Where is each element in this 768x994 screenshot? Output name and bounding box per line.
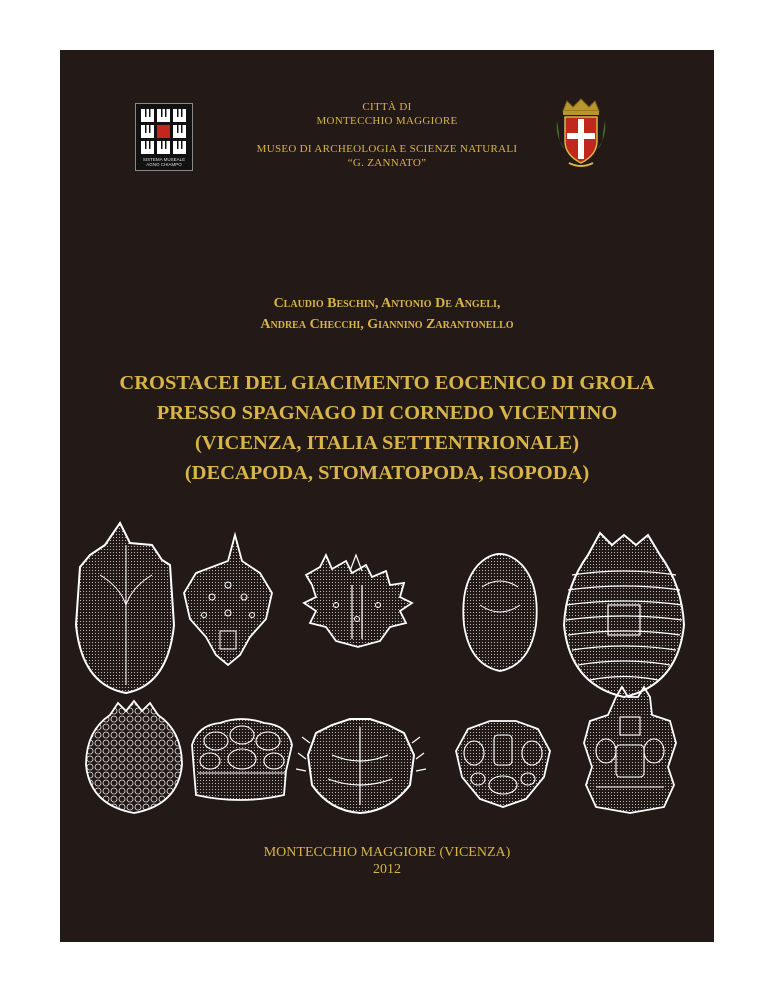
carapace-2-icon	[184, 535, 272, 665]
title-line2: PRESSO SPAGNAGO DI CORNEDO VICENTINO	[156, 402, 618, 424]
city-line1: CITTÀ DI	[362, 101, 412, 113]
authors-line2: Andrea Checchi, Giannino Zarantonello	[260, 317, 514, 332]
museum-line2: “G. ZANNATO”	[347, 157, 427, 169]
carapace-5-icon	[564, 533, 684, 697]
carapace-4-icon	[463, 554, 536, 671]
book-cover	[60, 50, 714, 942]
museum-line1: MUSEO DI ARCHEOLOGIA E SCIENZE NATURALI	[256, 143, 518, 155]
logo-text-line2: AGNO CHIAMPO	[146, 162, 182, 167]
crab-carapace-illustrations	[70, 515, 704, 815]
title-line3: (VICENZA, ITALIA SETTENTRIONALE)	[194, 432, 580, 454]
carapace-6-icon	[86, 701, 182, 813]
coat-of-arms-icon	[555, 97, 607, 171]
carapace-3-icon	[304, 555, 412, 647]
carapace-1-icon	[76, 523, 174, 693]
book-title	[60, 368, 714, 488]
authors-line1: Claudio Beschin, Antonio De Angeli,	[273, 296, 501, 311]
carapace-8-icon	[296, 719, 426, 813]
publication-place: MONTECCHIO MAGGIORE (VICENZA)	[263, 845, 511, 860]
carapace-9-icon	[456, 721, 550, 807]
title-line1: CROSTACEI DEL GIACIMENTO EOCENICO DI GROLA	[119, 372, 655, 394]
city-line2: MONTECCHIO MAGGIORE	[316, 115, 458, 127]
carapace-10-icon	[584, 687, 676, 813]
title-line4: (DECAPODA, STOMATOPODA, ISOPODA)	[184, 462, 590, 484]
carapace-7-icon	[192, 719, 292, 800]
logo-text-line1: SISTEMA MUSEALE	[142, 157, 186, 162]
publication-year: 2012	[373, 862, 401, 877]
